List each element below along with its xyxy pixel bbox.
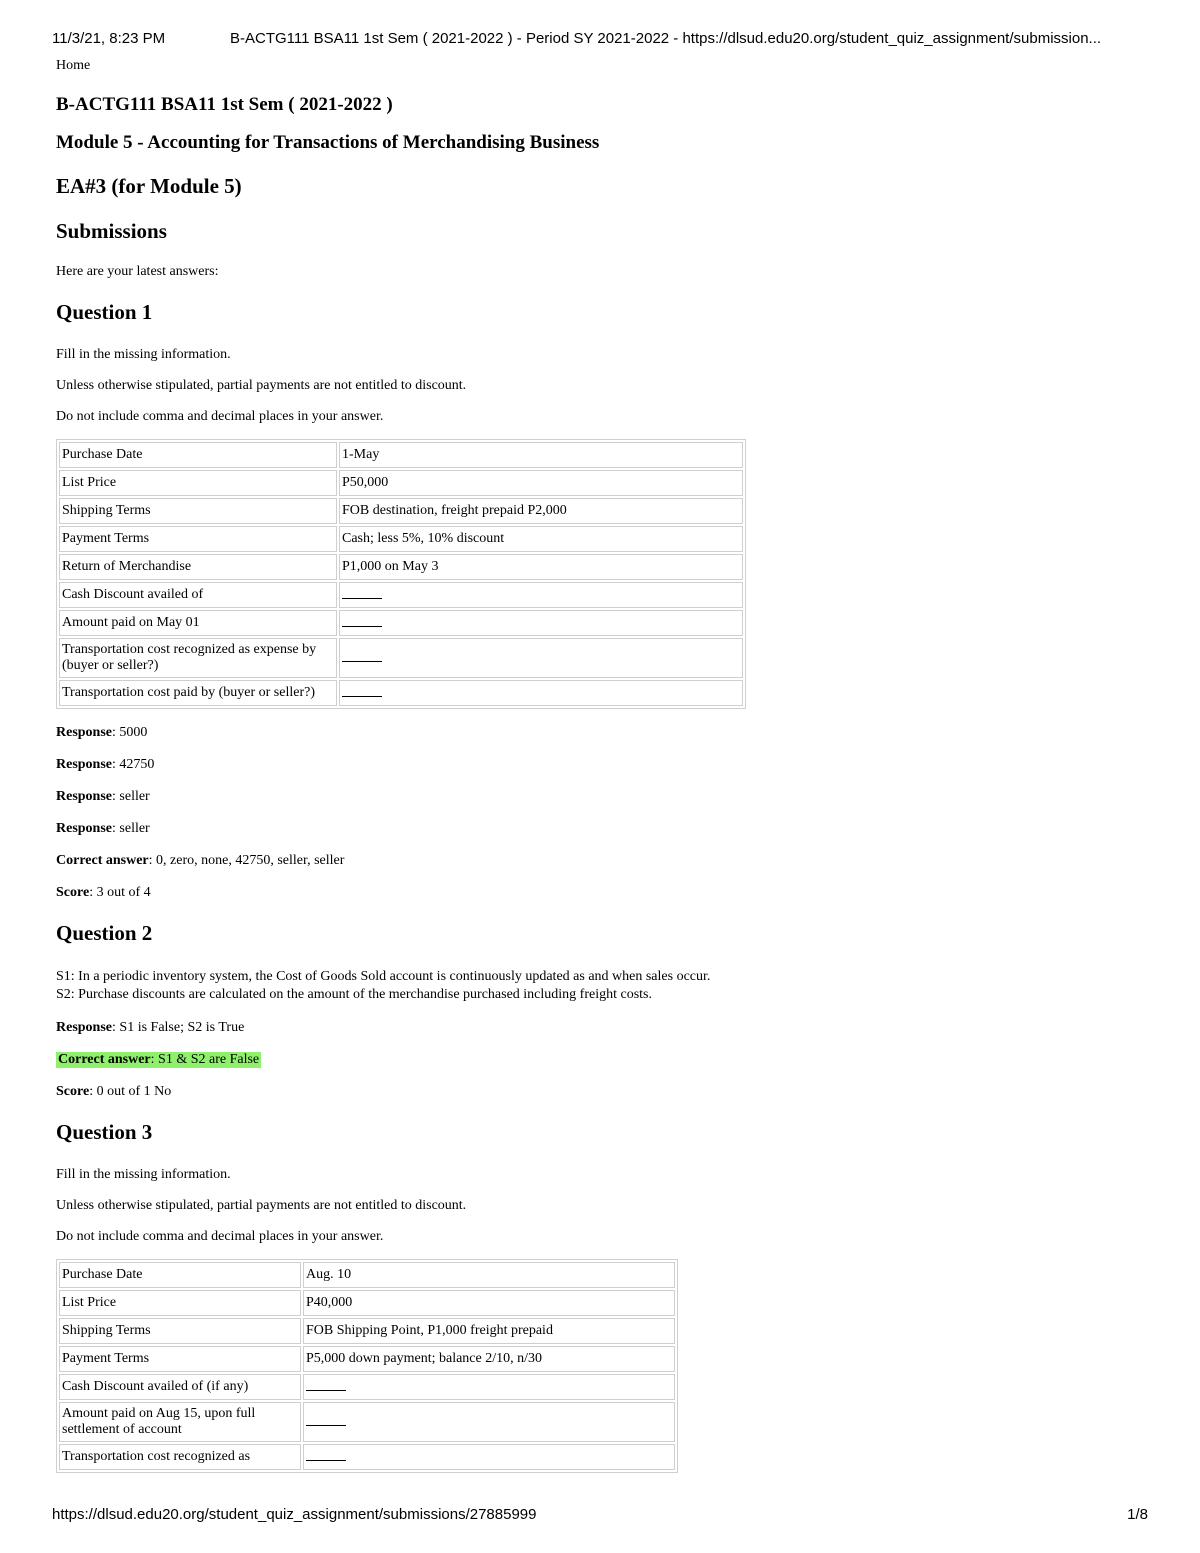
row-value [339,680,743,706]
module-title: Module 5 - Accounting for Transactions of Merchandising Business [56,132,600,153]
answer-blank [306,1378,346,1391]
table-row [59,1290,675,1316]
question-2 [56,921,1146,1100]
row-value [303,1374,675,1400]
row-label: Cash Discount availed of [59,582,337,608]
response-line: Response: S1 is False; S2 is True [56,1020,245,1035]
row-value: P1,000 on May 3 [339,554,743,580]
row-value [339,638,743,678]
page-number: 1/8 [1127,1506,1148,1523]
row-value [339,582,743,608]
row-label: Shipping Terms [59,1318,301,1344]
row-label: Purchase Date [59,1262,301,1288]
table-row [59,1402,675,1442]
row-label: Cash Discount availed of (if any) [59,1374,301,1400]
row-label: Payment Terms [59,1346,301,1372]
print-date: 11/3/21, 8:23 PM [52,30,166,47]
table-row [59,1318,675,1344]
row-value [303,1402,675,1442]
row-label: Return of Merchandise [59,554,337,580]
print-footer [52,1506,1148,1523]
row-label: List Price [59,470,337,496]
table-row [59,638,743,678]
instruction-text: Fill in the missing information. [56,347,231,362]
response-line: Response: seller [56,789,150,804]
submissions-heading: Submissions [56,219,167,243]
row-label: Purchase Date [59,442,337,468]
response-line: Response: 5000 [56,725,148,740]
question-title: Question 3 [56,1120,153,1144]
answer-blank [342,684,382,697]
home-link[interactable]: Home [56,58,91,73]
correct-answer-highlight: Correct answer: S1 & S2 are False [58,1052,260,1067]
instruction-text: Fill in the missing information. [56,1167,231,1182]
footer-url: https://dlsud.edu20.org/student_quiz_assignment/submissions/27885999 [52,1506,537,1523]
answer-blank [306,1413,346,1426]
table-row [59,1444,675,1470]
table-row [59,680,743,706]
row-value: FOB destination, freight prepaid P2,000 [339,498,743,524]
row-label: List Price [59,1290,301,1316]
table-row [59,1346,675,1372]
table-row [59,526,743,552]
instruction-text: Do not include comma and decimal places in your answer. [56,409,384,424]
row-value: 1-May [339,442,743,468]
row-value: P40,000 [303,1290,675,1316]
table-row [59,498,743,524]
row-label: Transportation cost recognized as expense by (buyer or seller?) [59,638,337,678]
answer-blank [342,649,382,662]
question-1-table [56,439,746,709]
row-label: Amount paid on May 01 [59,610,337,636]
row-label: Shipping Terms [59,498,337,524]
correct-answer-line [56,1052,1146,1068]
response-line: Response: seller [56,821,150,836]
assignment-title: EA#3 (for Module 5) [56,174,242,198]
table-row [59,1374,675,1400]
correct-answer-line: Correct answer: 0, zero, none, 42750, seller, seller [56,853,345,868]
row-label: Transportation cost paid by (buyer or seller?) [59,680,337,706]
row-value [339,610,743,636]
row-value: FOB Shipping Point, P1,000 freight prepaid [303,1318,675,1344]
answer-blank [342,586,382,599]
intro-text: Here are your latest answers: [56,264,219,279]
score-line: Score: 3 out of 4 [56,885,151,900]
row-value: Aug. 10 [303,1262,675,1288]
row-value [303,1444,675,1470]
page-content [56,56,1146,1473]
response-line: Response: 42750 [56,757,155,772]
table-row [59,610,743,636]
answer-blank [342,614,382,627]
row-value: P5,000 down payment; balance 2/10, n/30 [303,1346,675,1372]
table-row [59,470,743,496]
table-row [59,1262,675,1288]
question-3-table [56,1259,678,1473]
score-line: Score: 0 out of 1 No [56,1084,172,1099]
instruction-text: Do not include comma and decimal places in your answer. [56,1229,384,1244]
row-value: Cash; less 5%, 10% discount [339,526,743,552]
question-title: Question 2 [56,921,153,945]
row-label: Payment Terms [59,526,337,552]
table-row [59,442,743,468]
row-label: Amount paid on Aug 15, upon full settlement of account [59,1402,301,1442]
print-title: B-ACTG111 BSA11 1st Sem ( 2021-2022 ) - Period SY 2021-2022 - https://dlsud.edu20.org/student_quiz_assignment/submission... [230,30,1102,47]
table-row [59,582,743,608]
row-value: P50,000 [339,470,743,496]
statement-text: S1: In a periodic inventory system, the Cost of Goods Sold account is continuously updated as and when sales occur. S2: Purchase discounts are calculated on the amount of the merchandise purchased including freight costs. [56,969,711,1002]
row-label: Transportation cost recognized as [59,1444,301,1470]
table-row [59,554,743,580]
instruction-text: Unless otherwise stipulated, partial payments are not entitled to discount. [56,1198,467,1213]
question-3 [56,1120,1146,1473]
course-title: B-ACTG111 BSA11 1st Sem ( 2021-2022 ) [56,94,393,115]
instruction-text: Unless otherwise stipulated, partial payments are not entitled to discount. [56,378,467,393]
answer-blank [306,1448,346,1461]
question-1 [56,300,1146,901]
question-title: Question 1 [56,300,153,324]
